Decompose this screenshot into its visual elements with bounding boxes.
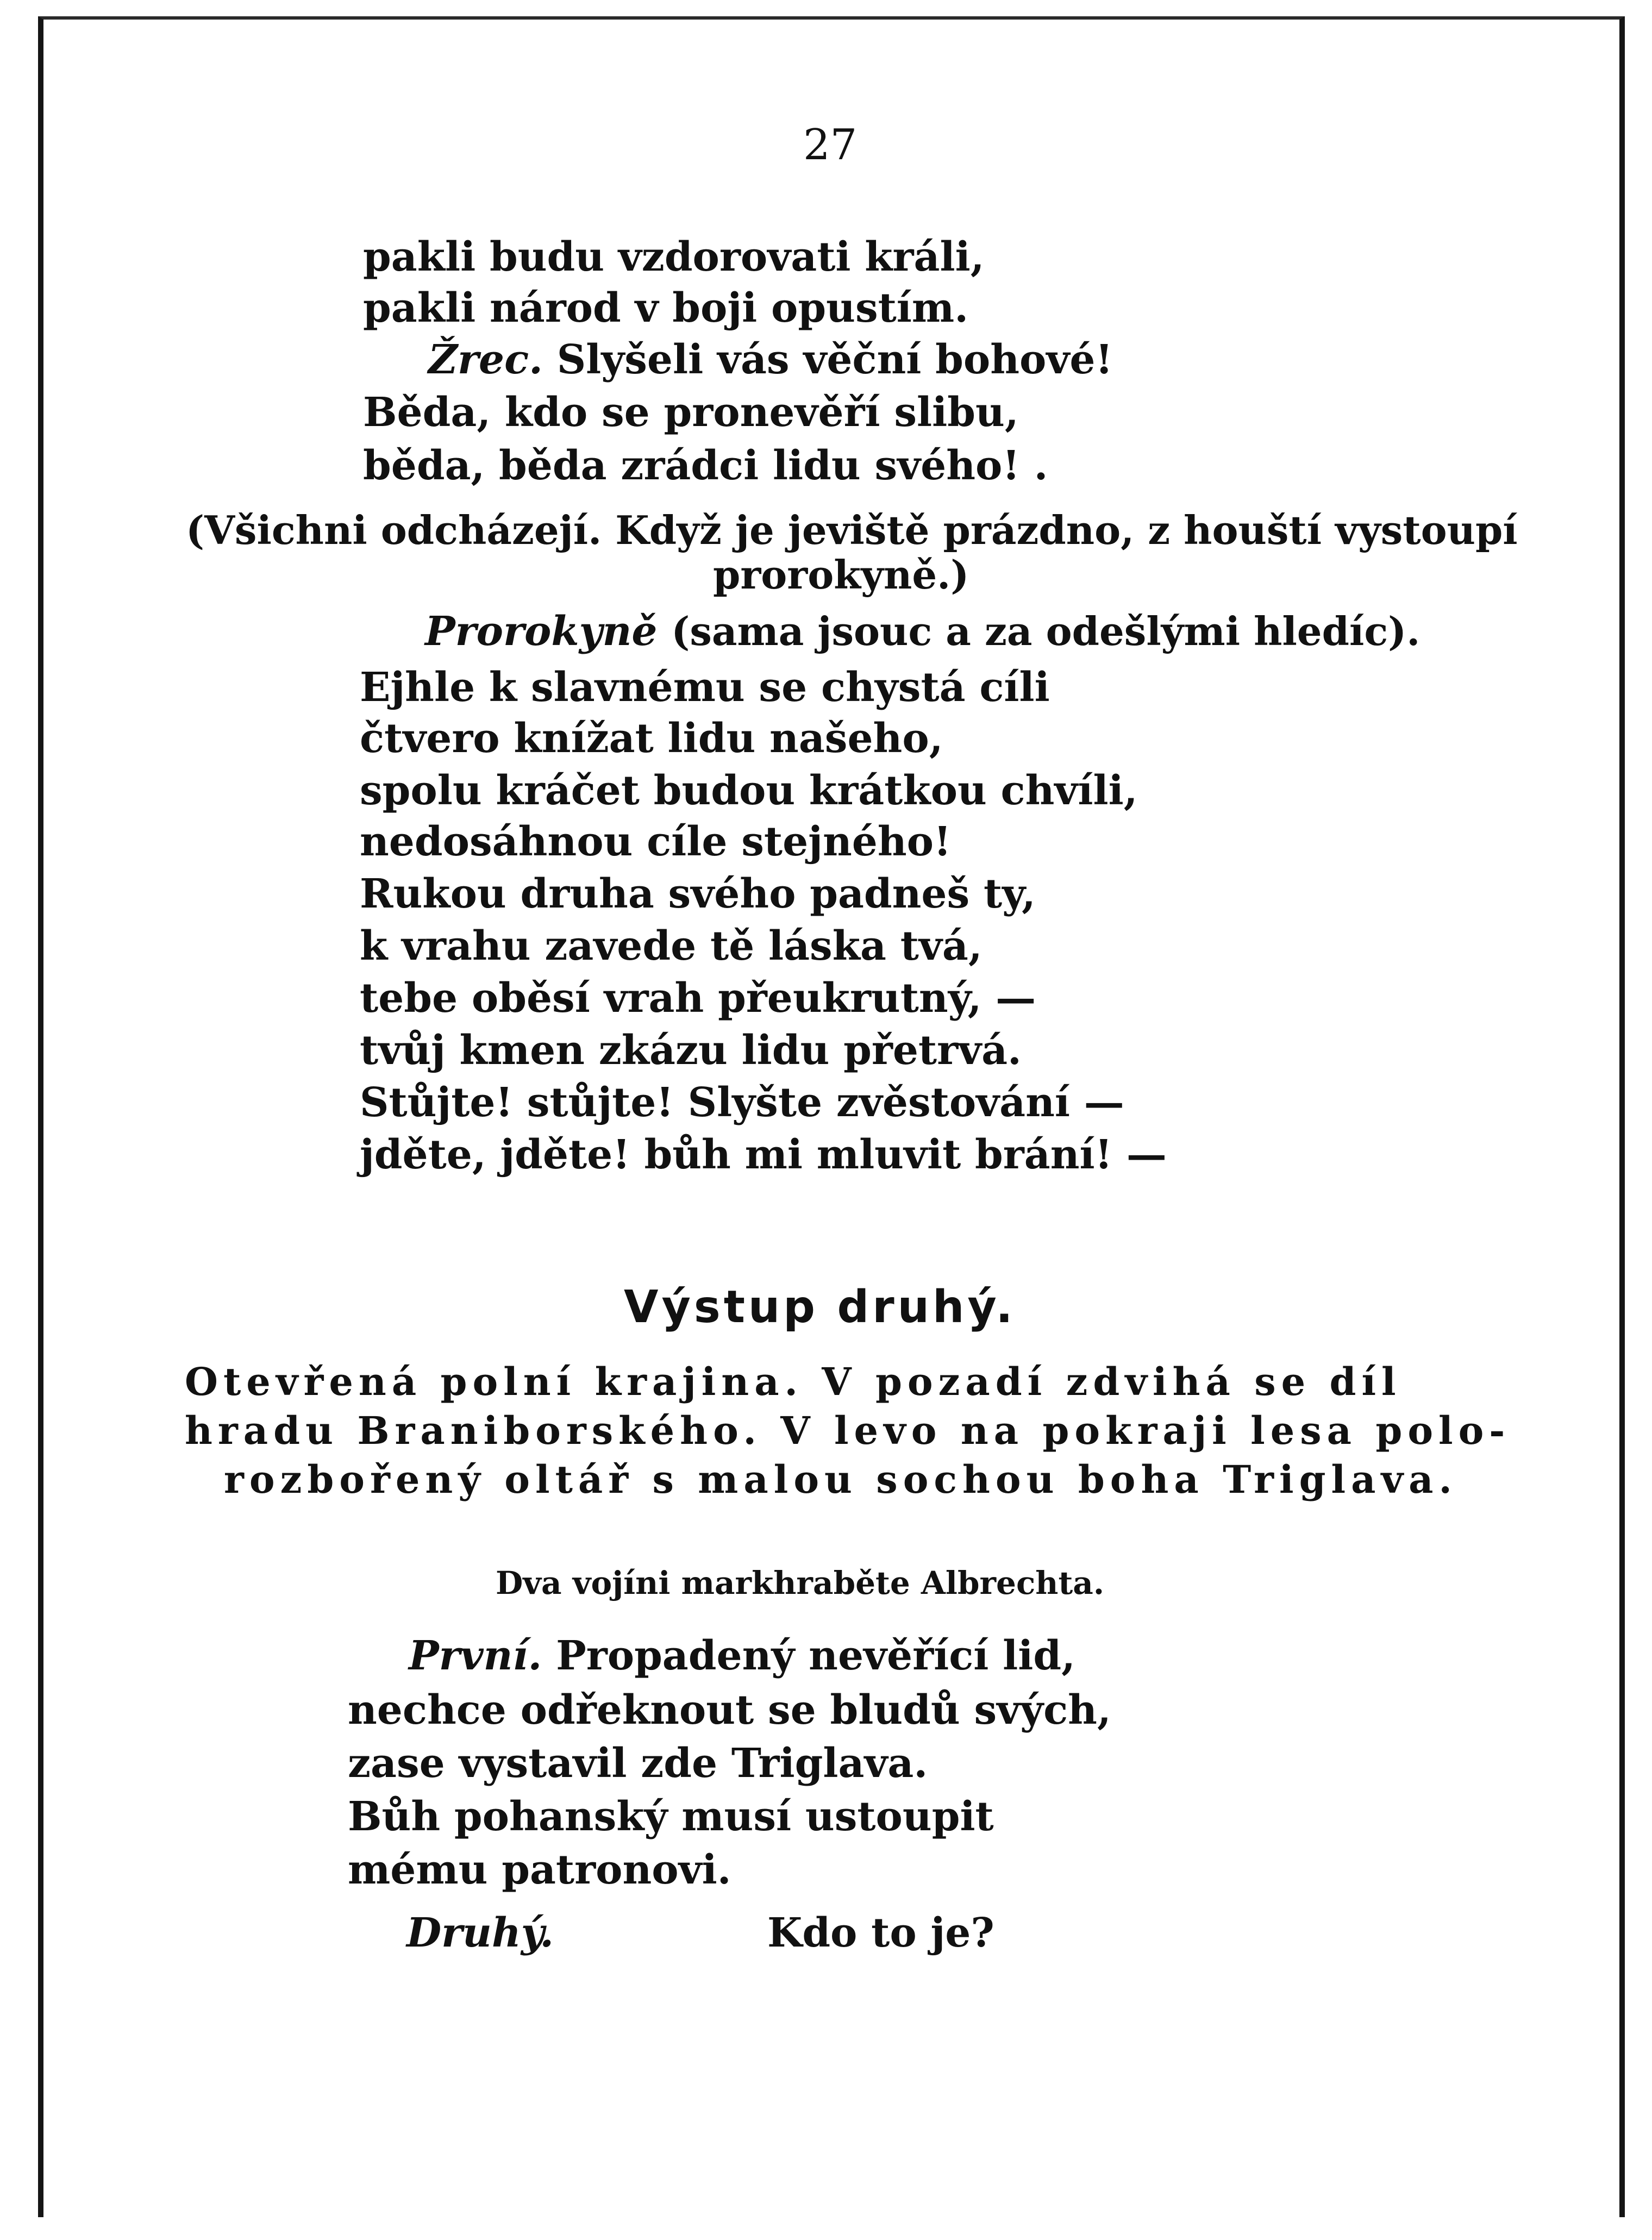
verse-line: nechce odřeknout se bludů svých, [348,1687,1111,1734]
verse-line: pakli národ v boji opustím. [363,285,968,331]
stage-direction: (Všichni odcházejí. Když je jeviště prázdno, z houští vystoupí [186,507,1518,553]
speech-text: Slyšeli vás věční bohové! [556,336,1113,383]
speaker-name: Druhý. [406,1910,554,1956]
verse-line: Ejhle k slavnému se chystá cíli [360,664,1050,711]
verse-line: jděte, jděte! bůh mi mluvit brání! — [360,1131,1167,1178]
speech-line: Běda, kdo se pronevěří slibu, [363,389,1019,436]
speech-line [428,336,1113,383]
speech-line [425,608,1421,655]
verse-line: mému patronovi. [348,1847,731,1893]
setting-line: hradu Braniborského. V levo na pokraji lesa polo- [185,1408,1511,1453]
speaker-name: Žrec. [428,336,543,383]
verse-line: čtvero knížat lidu našeho, [360,715,943,762]
scene-heading: Výstup druhý. [624,1281,1016,1333]
verse-line: Bůh pohanský musí ustoupit [348,1793,994,1840]
speaker-name: První. [409,1632,542,1679]
verse-line: Rukou druha svého padneš ty, [360,871,1036,917]
verse-line: nedosáhnou cíle stejného! [360,818,952,865]
verse-line: spolu kráčet budou krátkou chvíli, [360,767,1138,814]
setting-line: Otevřená polní krajina. V pozadí zdvihá se díl [185,1359,1401,1404]
character-list: Dva vojíni markhraběte Albrechta. [496,1565,1105,1601]
verse-line: k vrahu zavede tě láska tvá, [360,923,983,969]
page-number: 27 [803,121,858,170]
verse-line: Stůjte! stůjte! Slyšte zvěstování — [360,1079,1124,1126]
stage-direction: prorokyně.) [713,552,969,598]
speech-line: běda, běda zrádci lidu svého! . [363,442,1048,489]
speech-line [409,1632,1075,1679]
speaker-name: Prorokyně [425,608,658,655]
stage-direction: (sama jsouc a za odešlými hledíc). [671,608,1421,654]
setting-line: rozbořený oltář s malou sochou boha Triglava. [224,1457,1457,1502]
verse-line: zase vystavil zde Triglava. [348,1740,928,1787]
speech-text: Kdo to je? [767,1910,994,1956]
verse-line: tvůj kmen zkázu lidu přetrvá. [360,1027,1022,1074]
verse-line: pakli budu vzdorovati králi, [363,234,985,280]
verse-line: tebe oběsí vrah přeukrutný, — [360,975,1036,1022]
speech-text: Propadený nevěřící lid, [556,1632,1075,1679]
